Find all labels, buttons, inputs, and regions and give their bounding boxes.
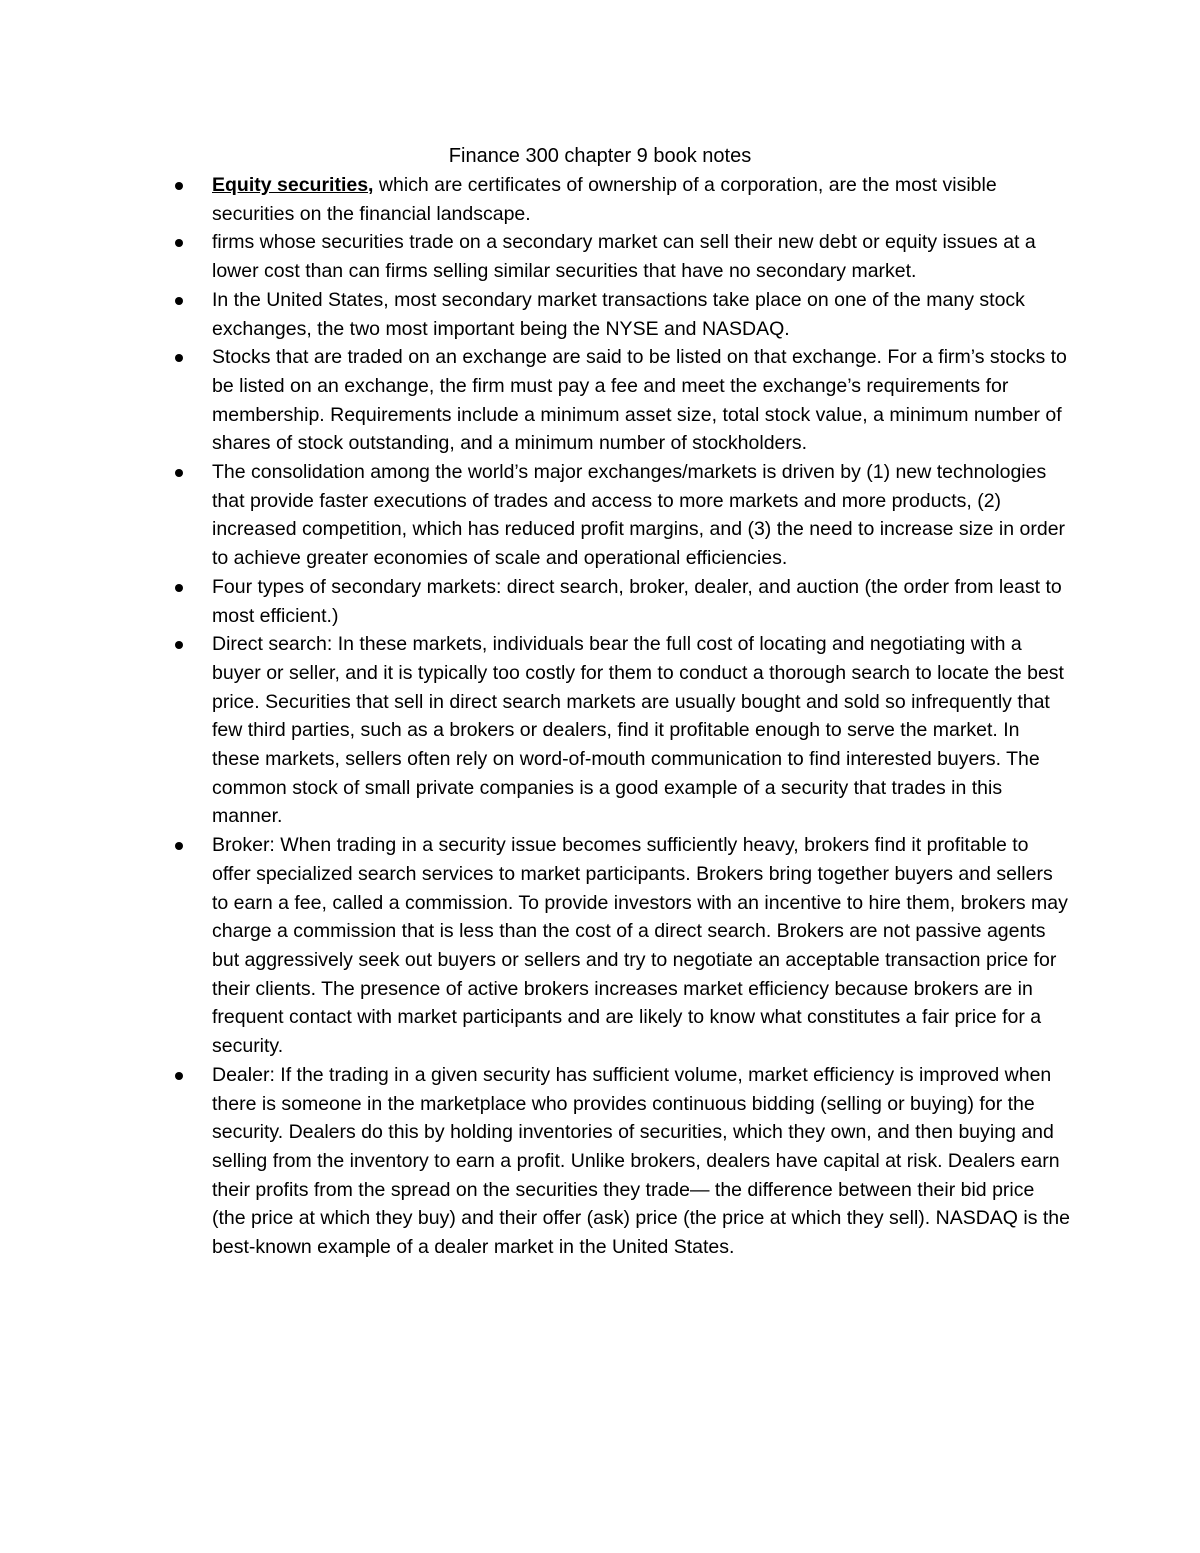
- bullet-item-consolidation: [172, 458, 1072, 573]
- bullet-item-broker: [172, 831, 1072, 1061]
- bullet-term: Equity securities,: [212, 174, 374, 196]
- bullet-icon: [175, 182, 183, 190]
- bullet-text: Four types of secondary markets: direct search, broker, dealer, and auction (the order from least to most efficient.): [212, 575, 1062, 627]
- bullet-text: firms whose securities trade on a secondary market can sell their new debt or equity issues at a lower cost than can firms selling similar securities that have no secondary market.: [212, 231, 1036, 283]
- bullet-item-dealer: [172, 1061, 1072, 1262]
- bullet-text: which are certificates of ownership of a corporation, are the most visible securities on the financial landscape.: [212, 174, 997, 225]
- bullet-list: [172, 171, 1072, 1262]
- bullet-item-equity-securities: [172, 171, 1072, 228]
- bullet-text: Broker: When trading in a security issue becomes sufficiently heavy, brokers find it profitable to offer specialized search services to market participants. Brokers bring together buyers and sellers to earn a fee, called a commission. To provide investors with an incentive to hire them, brokers may charge a commission that is less than the cost of a direct search. Brokers are not passive agents but aggressively seek out buyers or sellers and try to negotiate an acceptable transaction price for their clients. The presence of active brokers increases market efficiency because brokers are in frequent contact with market participants and are likely to know what constitutes a fair price for a security.: [212, 834, 1068, 1058]
- bullet-icon: [175, 239, 183, 247]
- bullet-icon: [175, 584, 183, 592]
- bullet-item-direct-search: [172, 630, 1072, 831]
- bullet-icon: [175, 469, 183, 477]
- bullet-text: Dealer: If the trading in a given security has sufficient volume, market efficiency is improved when there is someone in the marketplace who provides continuous bidding (selling or buying) for the security. Dealers do this by holding inventories of securities, which they own, and then buying and selling from the inventory to earn a profit. Unlike brokers, dealers have capital at risk. Dealers earn their profits from the spread on the securities they trade— the difference between their bid price (the price at which they buy) and their offer (ask) price (the price at which they sell). NASDAQ is the best-known example of a dealer market in the United States.: [212, 1063, 1070, 1259]
- bullet-icon: [175, 842, 183, 850]
- bullet-item-us-exchanges: [172, 286, 1072, 343]
- bullet-text: In the United States, most secondary market transactions take place on one of the many stock exchanges, the two most important being the NYSE and NASDAQ.: [212, 288, 1025, 340]
- document-title: Finance 300 chapter 9 book notes: [448, 145, 752, 167]
- bullet-item-listing: [172, 343, 1072, 458]
- bullet-item-secondary-market-cost: [172, 228, 1072, 285]
- bullet-icon: [175, 354, 183, 362]
- bullet-text: The consolidation among the world’s major exchanges/markets is driven by (1) new technologies that provide faster executions of trades and access to more markets and more products, (2) increased competition, which has reduced profit margins, and (3) the need to increase size in order to achieve greater economies of scale and operational efficiencies.: [212, 461, 1066, 570]
- bullet-item-market-types: [172, 573, 1072, 630]
- bullet-icon: [175, 641, 183, 649]
- bullet-icon: [175, 1072, 183, 1080]
- bullet-icon: [175, 297, 183, 305]
- bullet-text: Stocks that are traded on an exchange are said to be listed on that exchange. For a firm’s stocks to be listed on an exchange, the firm must pay a fee and meet the exchange’s requirements for membership. Requirements include a minimum asset size, total stock value, a minimum number of shares of stock outstanding, and a minimum number of stockholders.: [212, 346, 1067, 455]
- bullet-text: Direct search: In these markets, individuals bear the full cost of locating and negotiating with a buyer or seller, and it is typically too costly for them to conduct a thorough search to locate the best price. Securities that sell in direct search markets are usually bought and sold so infrequently that few third parties, such as a brokers or dealers, find it profitable enough to serve the market. In these markets, sellers often rely on word-of-mouth communication to find interested buyers. The common stock of small private companies is a good example of a security that trades in this manner.: [212, 633, 1064, 828]
